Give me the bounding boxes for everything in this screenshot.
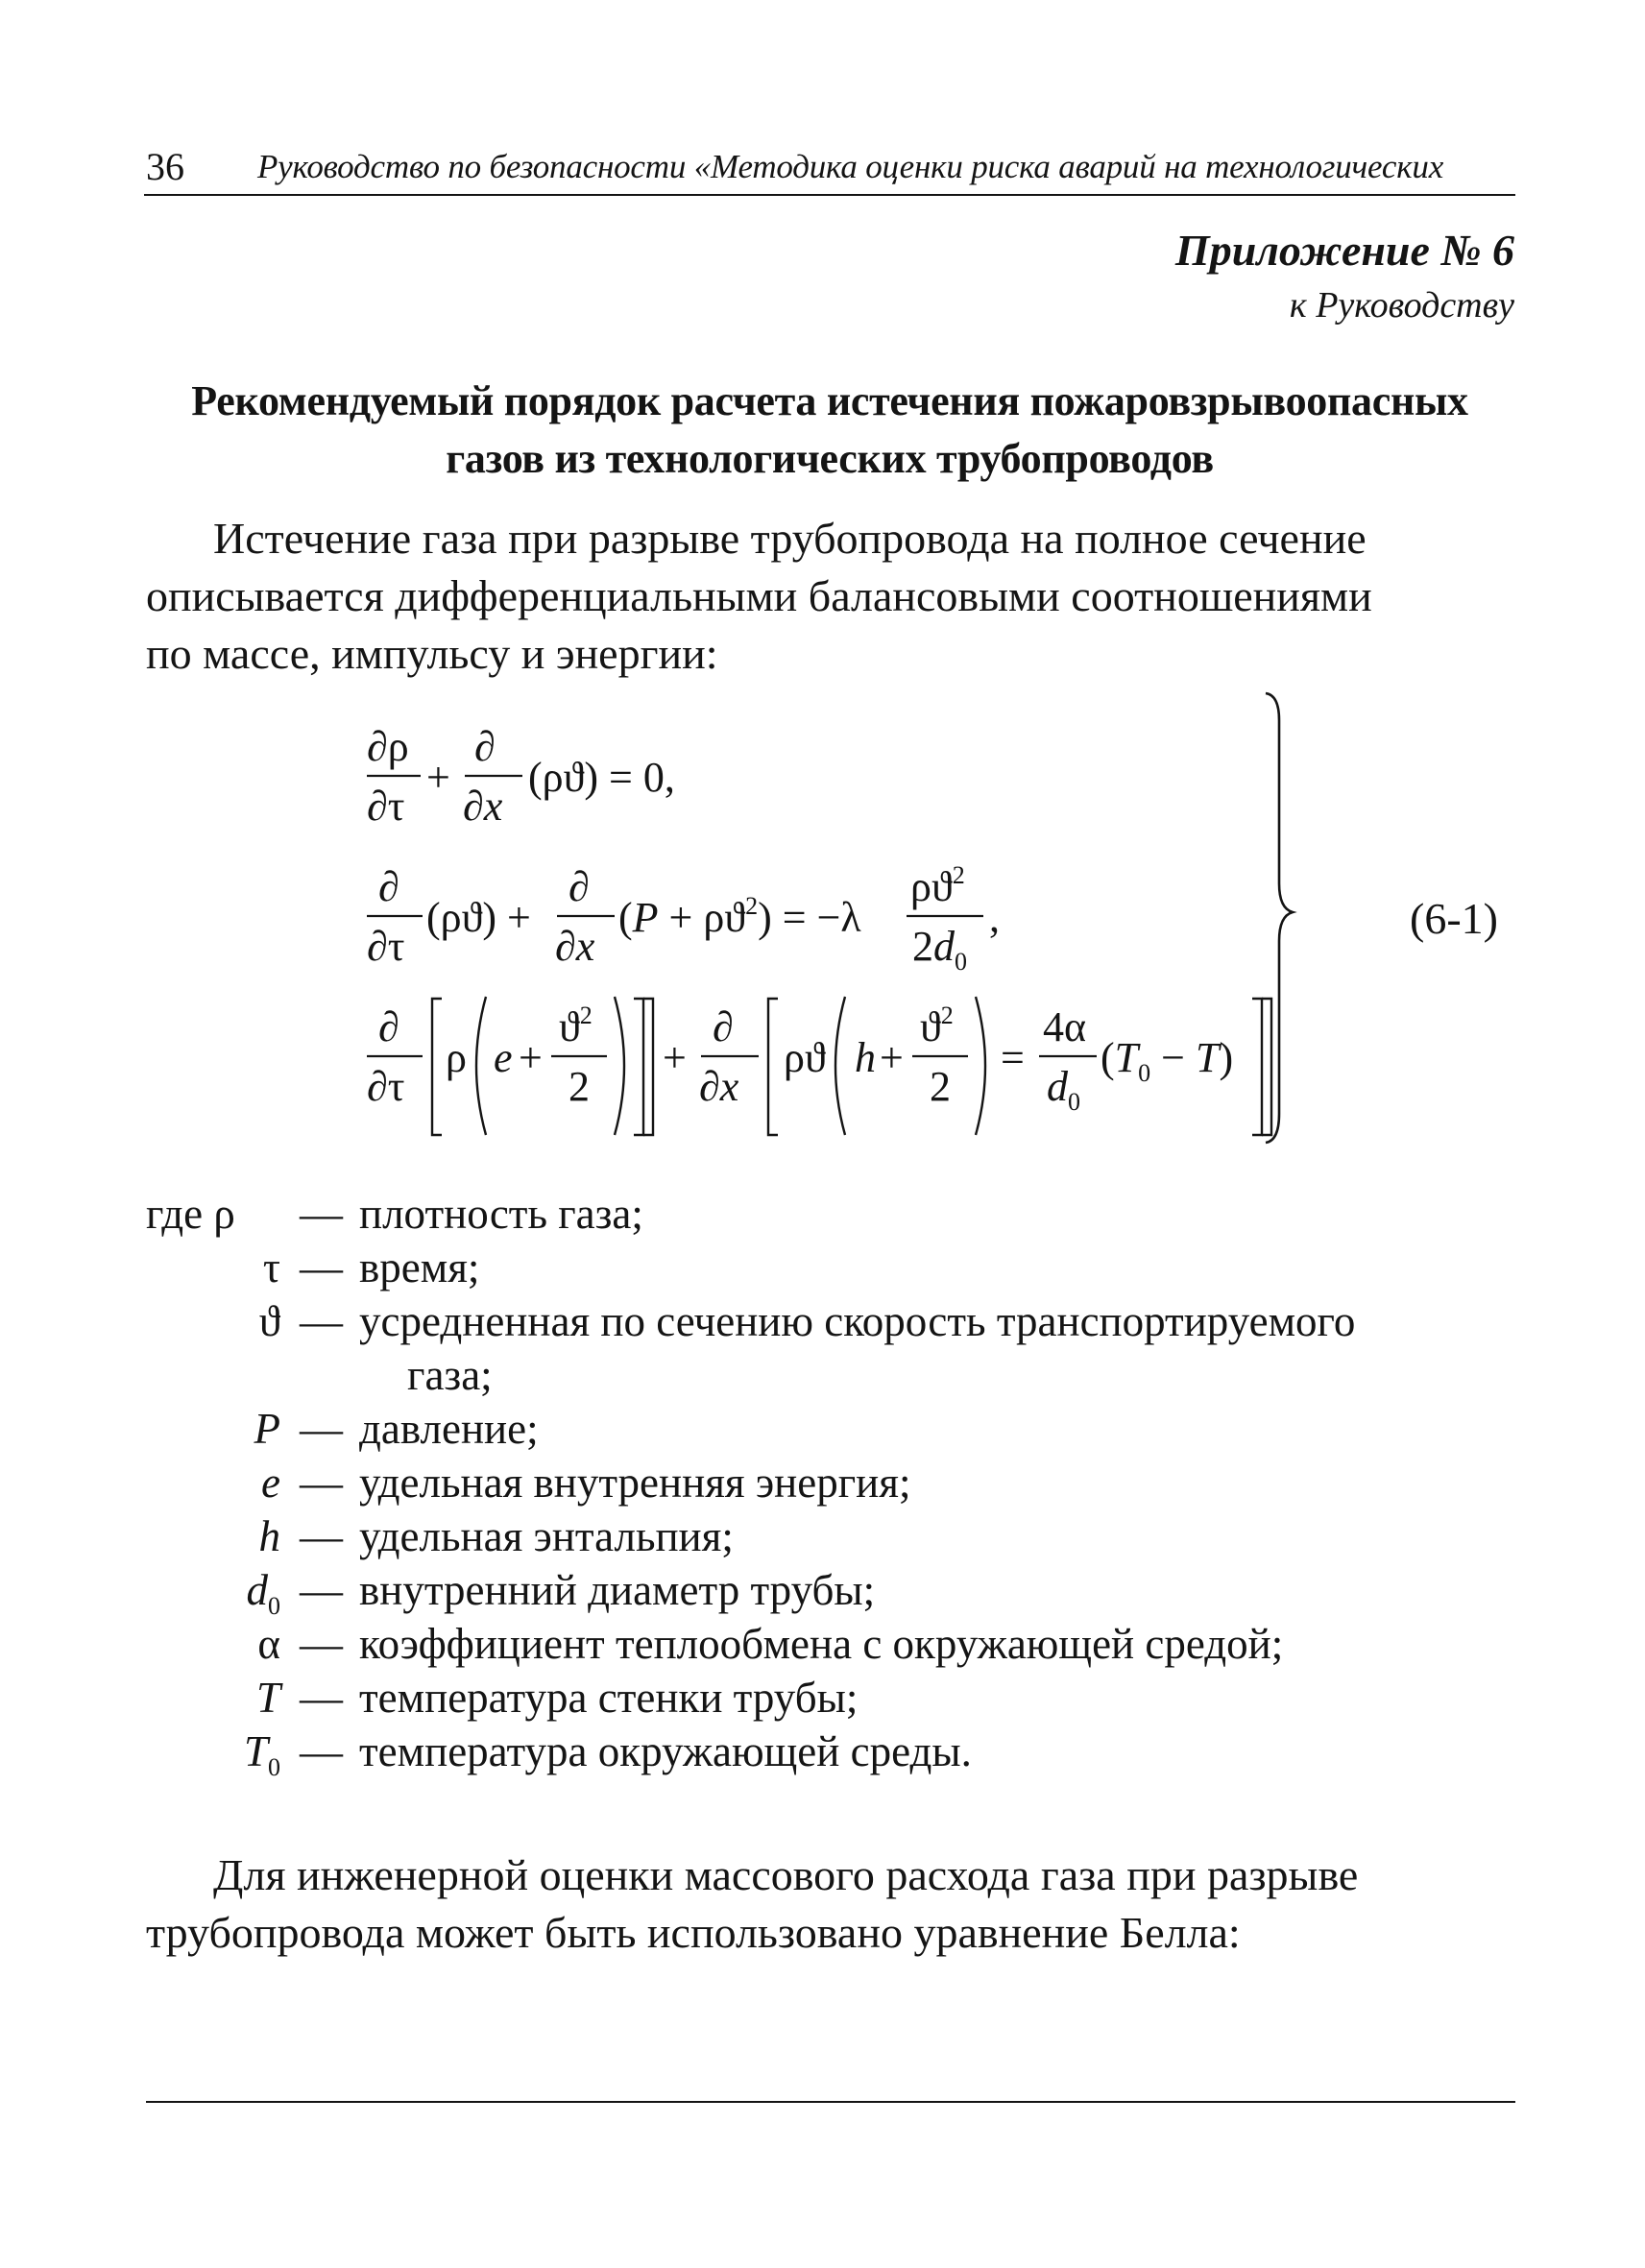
svg-text:ρ: ρ: [446, 1034, 467, 1081]
svg-text:h: h: [855, 1034, 876, 1081]
definition-text: удельная энтальпия;: [359, 1512, 734, 1560]
equation-row-continuity: [367, 723, 675, 830]
svg-text:+: +: [519, 1034, 543, 1081]
svg-text:∂: ∂: [378, 863, 399, 910]
definition-text: усредненная по сечению скорость транспортируемого: [359, 1297, 1356, 1345]
equation-system-6-1: [346, 691, 1306, 1152]
svg-text:∂τ: ∂τ: [367, 783, 405, 830]
definition-dash: —: [300, 1459, 343, 1507]
svg-text:,: ,: [989, 894, 1000, 941]
definition-text: внутренний диаметр трубы;: [359, 1566, 876, 1614]
svg-text:+: +: [663, 1034, 687, 1081]
svg-text:(P + ρϑ2) = −λ: $(P + \rho ϑ^2) = -\lambda$: [618, 892, 861, 941]
definition-text: температура окружающей среды.: [359, 1727, 972, 1775]
definition-dash: —: [300, 1297, 343, 1345]
footer-rule: [146, 2101, 1515, 2103]
definition-symbol: $d_0$: [246, 1566, 280, 1620]
intro-line-1: Истечение газа при разрыве трубопровода на полное сечение: [213, 514, 1367, 563]
definition-symbol: α: [257, 1620, 280, 1668]
svg-text:ϑ2: $ϑ^2$: [559, 1001, 593, 1050]
svg-text:∂: ∂: [713, 1003, 734, 1050]
definition-text: время;: [359, 1243, 480, 1291]
svg-text:∂: ∂: [378, 1003, 399, 1050]
definition-symbol: τ: [262, 1243, 280, 1291]
definition-dash: —: [300, 1727, 343, 1775]
svg-text:+: +: [426, 754, 450, 801]
appendix-label: Приложение № 6: [1174, 226, 1514, 275]
svg-text:d0: $d_0$: [1047, 1063, 1080, 1116]
system-brace: [1266, 693, 1293, 1143]
definition-text: температура стенки трубы;: [359, 1674, 859, 1722]
svg-text:∂x: ∂x: [699, 1063, 739, 1110]
equation-number: (6-1): [1410, 894, 1498, 943]
closing-line-1: Для инженерной оценки массового расхода газа при разрыве: [213, 1850, 1359, 1899]
definition-text: давление;: [359, 1405, 539, 1453]
svg-text:(T0 − T): $(T_0 - T)$: [1101, 1034, 1234, 1087]
closing-line-2: трубопровода может быть использовано уравнение Белла:: [146, 1908, 1241, 1957]
svg-text:=: =: [1001, 1034, 1025, 1081]
svg-text:2: 2: [568, 1063, 590, 1110]
svg-text:+: +: [880, 1034, 904, 1081]
svg-text:ρϑ2: $\rho ϑ^2$: [910, 861, 965, 910]
svg-text:∂τ: ∂τ: [367, 923, 405, 970]
definition-symbol: $T_0$: [243, 1727, 280, 1781]
definition-dash: —: [300, 1190, 343, 1238]
definition-text: удельная внутренняя энергия;: [359, 1459, 911, 1507]
equation-row-energy: [367, 997, 1271, 1135]
svg-text:∂: ∂: [568, 863, 590, 910]
svg-text:4α: 4α: [1043, 1003, 1087, 1050]
svg-text:2d0: $2d_0$: [912, 923, 967, 976]
definition-dash: —: [300, 1620, 343, 1668]
definition-text: плотность газа;: [359, 1190, 643, 1238]
equation-row-momentum: [367, 861, 1000, 976]
page-number: 36: [146, 145, 184, 188]
section-heading-line-2: газов из технологических трубопроводов: [446, 435, 1214, 482]
running-title: Руководство по безопасности «Методика оценки риска аварий на технологических: [257, 148, 1444, 185]
definition-text-continuation: газа;: [407, 1351, 493, 1399]
svg-text:∂ρ: ∂ρ: [367, 723, 409, 770]
svg-text:(ρϑ) +: (ρϑ) +: [426, 894, 531, 941]
definition-lead: где: [146, 1190, 204, 1238]
definition-symbol: h: [258, 1512, 280, 1560]
section-heading-line-1: Рекомендуемый порядок расчета истечения пожаровзрывоопасных: [191, 377, 1468, 424]
definition-dash: —: [300, 1674, 343, 1722]
definition-symbol: e: [261, 1459, 280, 1507]
definition-symbol: T: [255, 1674, 280, 1722]
svg-text:∂τ: ∂τ: [367, 1063, 405, 1110]
intro-line-2: описывается дифференциальными балансовыми соотношениями: [146, 571, 1372, 620]
definition-text: коэффициент теплообмена с окружающей средой;: [359, 1620, 1284, 1668]
svg-text:(ρϑ) = 0,: (ρϑ) = 0,: [528, 754, 675, 801]
definition-dash: —: [300, 1405, 343, 1453]
header-rule: [144, 194, 1515, 196]
definition-dash: —: [300, 1566, 343, 1614]
svg-text:∂: ∂: [474, 723, 496, 770]
svg-text:∂x: ∂x: [555, 923, 595, 970]
svg-text:ρϑ: ρϑ: [784, 1034, 826, 1081]
definition-dash: —: [300, 1243, 343, 1291]
definition-symbol: ρ: [213, 1190, 235, 1238]
intro-line-3: по массе, импульсу и энергии:: [146, 629, 718, 678]
definition-symbol: P: [254, 1405, 280, 1453]
definition-dash: —: [300, 1512, 343, 1560]
definition-symbol: ϑ: [258, 1297, 280, 1345]
svg-text:2: 2: [930, 1063, 951, 1110]
svg-text:ϑ2: $ϑ^2$: [920, 1001, 954, 1050]
appendix-subtitle: к Руководству: [1289, 285, 1514, 326]
svg-text:e: e: [494, 1034, 513, 1081]
svg-text:∂x: ∂x: [463, 783, 503, 830]
